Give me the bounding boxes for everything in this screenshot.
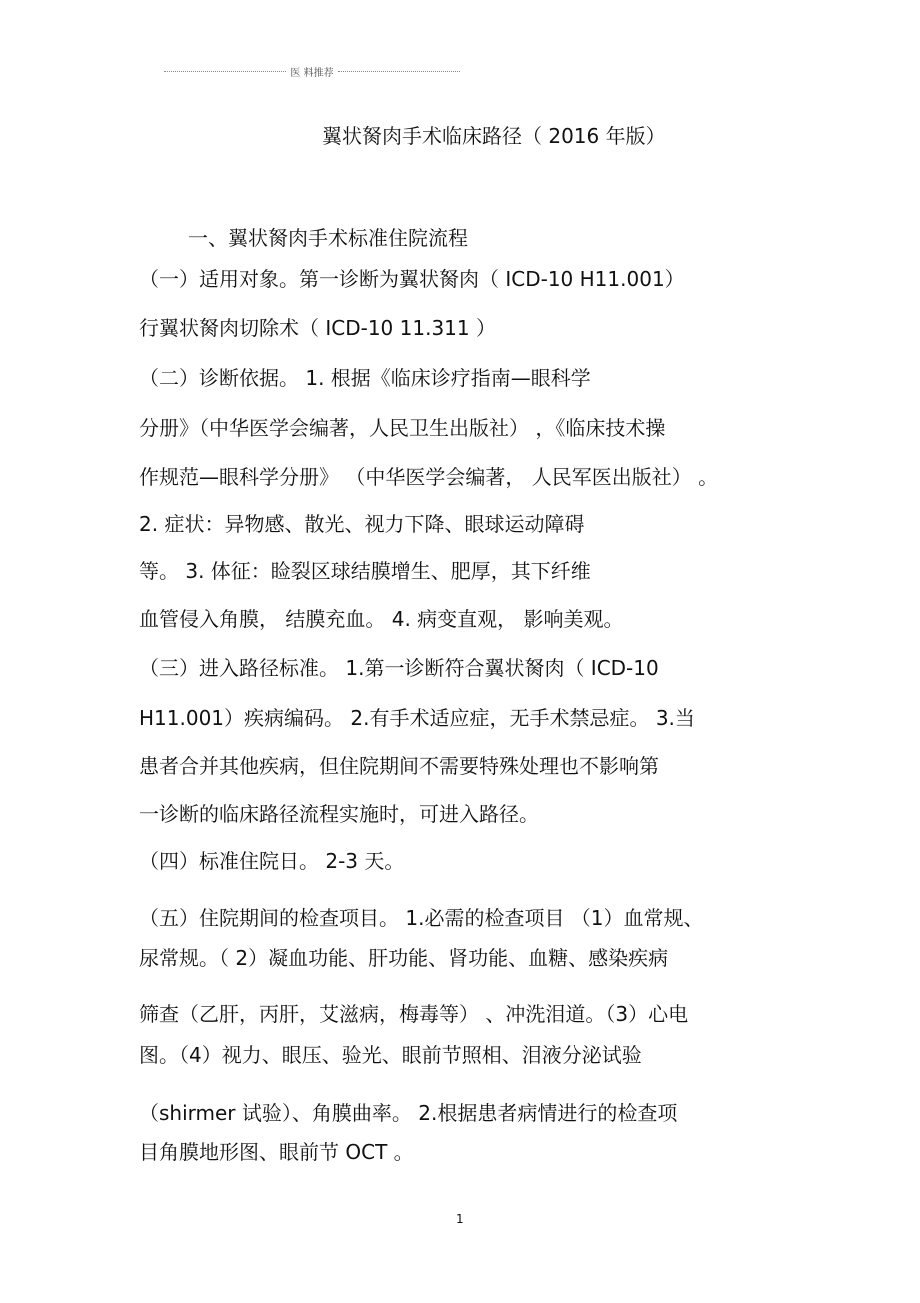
text-line: 血管侵入角膜， 结膜充血。 4. 病变直观， 影响美观。 <box>139 607 624 631</box>
page-number: 1 <box>456 1212 464 1226</box>
text-line: 目角膜地形图、眼前节 OCT 。 <box>139 1140 414 1164</box>
text-line: （一）适用对象。第一诊断为翼状胬肉（ ICD-10 H11.001） <box>139 267 685 291</box>
text-line: 一诊断的临床路径流程实施时，可进入路径。 <box>139 802 539 826</box>
text-line: （二）诊断依据。 1. 根据《临床诊疗指南—眼科学 <box>139 366 591 390</box>
section-heading: 一、翼状胬肉手术标准住院流程 <box>188 226 468 250</box>
text-line: 等。 3. 体征：睑裂区球结膜增生、肥厚，其下纤维 <box>139 559 591 583</box>
text-line: 患者合并其他疾病，但住院期间不需要特殊处理也不影响第 <box>139 754 659 778</box>
text-line: 尿常规。（ 2）凝血功能、肝功能、肾功能、血糖、感染疾病 <box>139 946 669 970</box>
document-title: 翼状胬肉手术临床路径（ 2016 年版） <box>322 124 666 148</box>
text-line: 分册》（中华医学会编著，人民卫生出版社） ，《临床技术操 <box>139 416 666 440</box>
text-line: （shirmer 试验）、角膜曲率。 2.根据患者病情进行的检查项 <box>139 1101 678 1125</box>
text-line: 图。（4）视力、眼压、验光、眼前节照相、泪液分泌试验 <box>139 1043 642 1067</box>
text-line: 行翼状胬肉切除术（ ICD-10 11.311 ） <box>139 316 496 340</box>
text-line: 2. 症状：异物感、散光、视力下降、眼球运动障碍 <box>139 512 585 536</box>
header-rule-left <box>164 71 286 72</box>
text-line: （三）进入路径标准。 1.第一诊断符合翼状胬肉（ ICD-10 <box>139 656 659 680</box>
text-line: 作规范—眼科学分册》 （中华医学会编著， 人民军医出版社） 。 <box>139 465 719 489</box>
page-header <box>164 64 460 79</box>
text-line: （五）住院期间的检查项目。 1.必需的检查项目 （1）血常规、 <box>139 906 704 930</box>
header-rule-right <box>338 71 460 72</box>
text-line: 筛查（乙肝，丙肝，艾滋病，梅毒等） 、冲洗泪道。（3）心电 <box>139 1002 689 1026</box>
text-line: H11.001）疾病编码。 2.有手术适应症，无手术禁忌症。 3.当 <box>139 706 695 730</box>
text-line: （四）标准住院日。 2-3 天。 <box>139 849 405 873</box>
header-text: 医 料推荐 <box>290 68 334 79</box>
